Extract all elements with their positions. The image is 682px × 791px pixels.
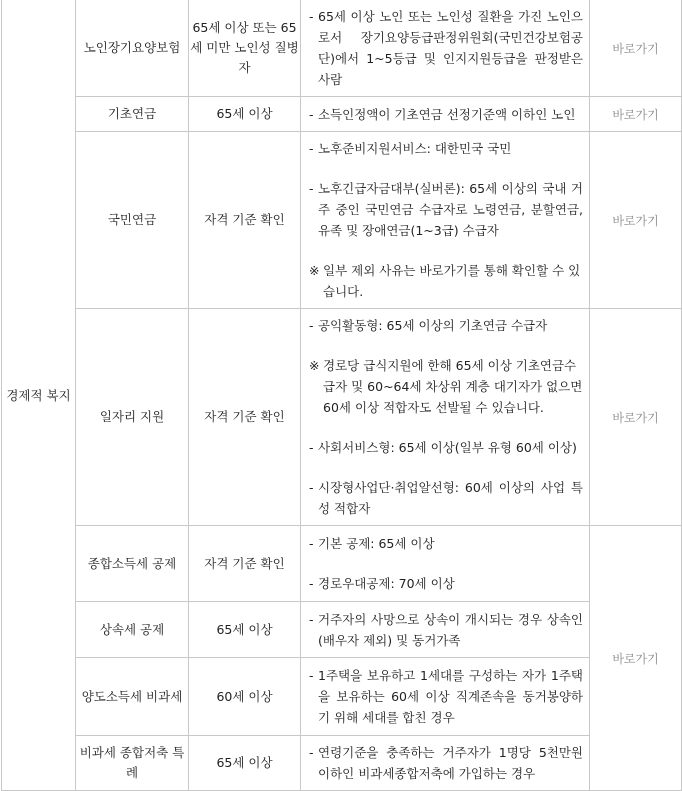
- description: [301, 736, 590, 791]
- link-cell: [590, 97, 682, 132]
- list-item: - 소득인정액이 기초연금 선정기준액 이하인 노인: [309, 104, 583, 125]
- eligibility: 자격 기준 확인: [189, 132, 301, 309]
- table-row: [2, 0, 682, 97]
- link-cell: [590, 309, 682, 526]
- service-name: 기초연금: [76, 97, 189, 132]
- list-item: - 노후준비지원서비스: 대한민국 국민: [309, 138, 583, 159]
- description: [301, 0, 590, 97]
- link-cell: [590, 132, 682, 309]
- description: [301, 602, 590, 658]
- service-name: 양도소득세 비과세: [76, 658, 189, 736]
- service-name: 일자리 지원: [76, 309, 189, 526]
- table-row: [2, 132, 682, 309]
- list-item: - 시장형사업단·취업알선형: 60세 이상의 사업 특성 적합자: [309, 477, 583, 519]
- eligibility: 65세 이상: [189, 602, 301, 658]
- table-row: [2, 526, 682, 602]
- go-link[interactable]: 바로가기: [612, 213, 659, 228]
- description: [301, 309, 590, 526]
- list-item: - 연령기준을 충족하는 거주자가 1명당 5천만원 이하인 비과세종합저축에 가입하는 경우: [309, 742, 583, 784]
- note-text: 경로당 급식지원에 한해 65세 이상 기초연금수급자 및 60~64세 차상위 계층 대기자가 없으면 60세 이상 적합자도 선발될 수 있습니다.: [323, 358, 583, 415]
- service-name: 노인장기요양보험: [76, 0, 189, 97]
- note: [309, 355, 583, 418]
- table-row: [2, 736, 682, 791]
- list-item: - 경로우대공제: 70세 이상: [309, 573, 583, 594]
- eligibility: 자격 기준 확인: [189, 309, 301, 526]
- eligibility: 65세 이상: [189, 97, 301, 132]
- description: [301, 97, 590, 132]
- list-item: - 공익활동형: 65세 이상의 기초연금 수급자: [309, 315, 583, 336]
- category-cell: 경제적 복지: [2, 0, 76, 791]
- description: [301, 658, 590, 736]
- list-item: - 65세 이상 노인 또는 노인성 질환을 가진 노인으로서 장기요양등급판정위원회(국민건강보험공단)에서 1~5등급 및 인지지원등급을 판정받은 사람: [309, 6, 583, 90]
- go-link[interactable]: 바로가기: [612, 410, 659, 425]
- table-row: [2, 97, 682, 132]
- go-link[interactable]: 바로가기: [612, 41, 659, 56]
- service-name: 종합소득세 공제: [76, 526, 189, 602]
- eligibility: 자격 기준 확인: [189, 526, 301, 602]
- link-cell: [590, 0, 682, 97]
- list-item: - 1주택을 보유하고 1세대를 구성하는 자가 1주택을 보유하는 60세 이상 직계존속을 동거봉양하기 위해 세대를 합친 경우: [309, 665, 583, 728]
- go-link[interactable]: 바로가기: [612, 107, 659, 122]
- list-item: - 기본 공제: 65세 이상: [309, 533, 583, 554]
- list-item: - 사회서비스형: 65세 이상(일부 유형 60세 이상): [309, 437, 583, 458]
- note-text: 일부 제외 사유는 바로가기를 통해 확인할 수 있습니다.: [323, 263, 581, 299]
- eligibility: 60세 이상: [189, 658, 301, 736]
- note: [309, 260, 583, 302]
- service-name: 상속세 공제: [76, 602, 189, 658]
- link-cell: [590, 526, 682, 791]
- description: [301, 132, 590, 309]
- list-item: - 거주자의 사망으로 상속이 개시되는 경우 상속인(배우자 제외) 및 동거가족: [309, 609, 583, 651]
- table-row: [2, 309, 682, 526]
- list-item: - 노후긴급자금대부(실버론): 65세 이상의 국내 거주 중인 국민연금 수급자로 노령연금, 분할연금, 유족 및 장애연금(1~3급) 수급자: [309, 178, 583, 241]
- table-row: [2, 658, 682, 736]
- service-name: 국민연금: [76, 132, 189, 309]
- table-row: [2, 602, 682, 658]
- reference-mark-icon: ※: [309, 358, 320, 373]
- reference-mark-icon: ※: [309, 263, 320, 278]
- eligibility: 65세 이상 또는 65세 미만 노인성 질병자: [189, 0, 301, 97]
- service-name: 비과세 종합저축 특례: [76, 736, 189, 791]
- welfare-table: [1, 0, 682, 791]
- eligibility: 65세 이상: [189, 736, 301, 791]
- go-link[interactable]: 바로가기: [612, 651, 659, 666]
- description: [301, 526, 590, 602]
